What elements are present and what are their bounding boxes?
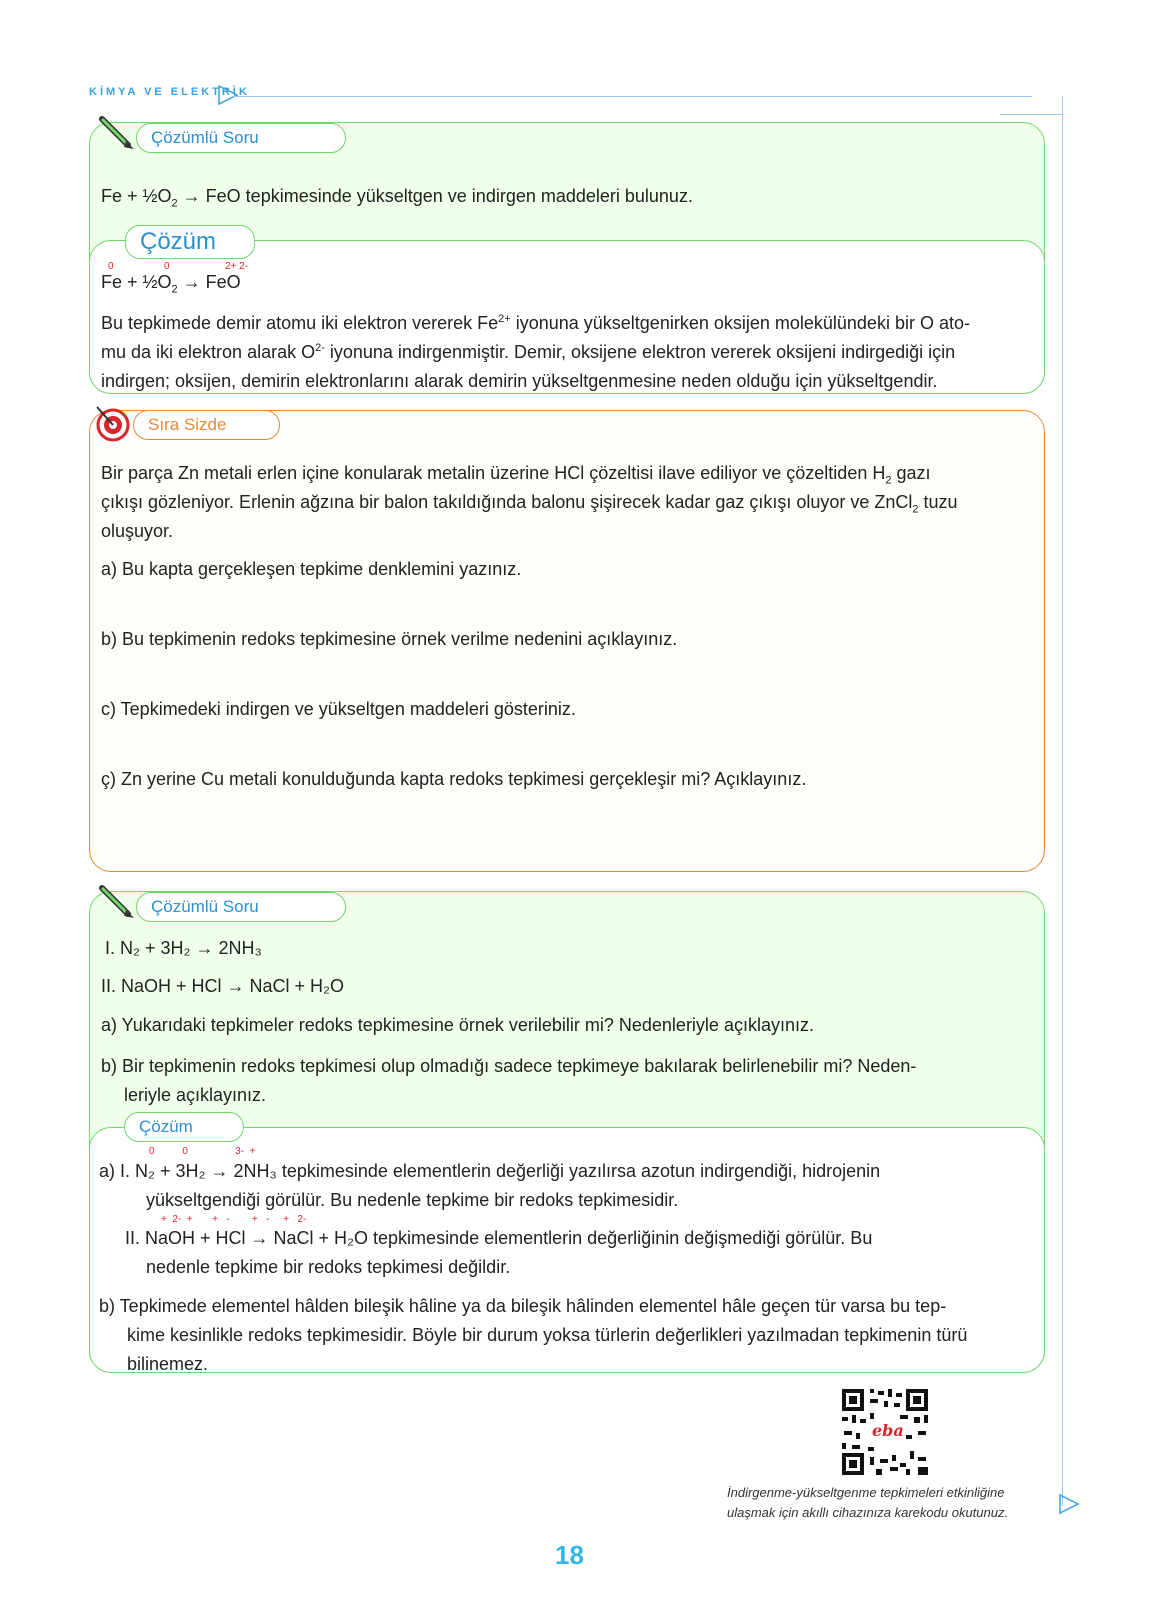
chapter-title: KİMYA VE ELEKTRİK (89, 86, 250, 98)
solution-c-line3: bilinemez. (127, 1354, 209, 1374)
text-line: oluşuyor. (101, 521, 174, 541)
solved-question-label: Çözümlü Soru (136, 123, 346, 153)
text-line: indirgen; oksijen, demirin elektronlarını alarak demirin yükseltgenmesine neden olduğu için yükseltgendir. (101, 371, 938, 391)
question-part: → FeO tepkimesinde yükseltgen ve indirgen maddeleri bulunuz. (177, 186, 693, 206)
text-part: gazı (891, 463, 931, 483)
text-line (101, 338, 1037, 367)
equation-part: Fe + ½O (101, 272, 172, 292)
subscript: 2 (912, 503, 919, 516)
question-a: a) Yukarıdaki tepkimeler redoks tepkimesine örnek verilebilir mi? Nedenleriyle açıklayınız. (101, 1015, 814, 1035)
question-a: a) Bu kapta gerçekleşen tepkime denklemini yazınız. (101, 559, 522, 579)
text-part: iyonuna yükseltgenirken oksijen molekülündeki bir O ato- (510, 313, 970, 333)
subscript: 2 (885, 474, 892, 487)
solution-label: Çözüm (125, 225, 255, 259)
solution-b-line1: II. NaOH + HCl → NaCl + H₂O tepkimesinde elementlerin değerliğinin değişmediği görülür. Bu (125, 1228, 873, 1248)
text-part: Bir parça Zn metali erlen içine konularak metalin üzerine HCl çözeltisi ilave ediliyor ve çözeltiden H (101, 463, 886, 483)
question-text (101, 182, 693, 211)
eba-logo: eba (872, 1421, 904, 1440)
oxidation-number: 0 (108, 261, 114, 272)
text-line (101, 488, 1037, 517)
solution-label: Çözüm (124, 1112, 244, 1142)
your-turn-label: Sıra Sizde (133, 410, 280, 440)
question-b-line1: b) Bir tepkimenin redoks tepkimesi olup olmadığı sadece tepkimeye bakılarak belirlenebilir mi? Neden- (101, 1056, 917, 1076)
pencil-icon (98, 115, 138, 151)
solution-c-line2: kime kesinlikle redoks tepkimesidir. Böyle bir durum yoksa türlerin değerlikleri yazılmadan tepkimenin türü (127, 1325, 968, 1345)
corner-decoration (1000, 96, 1063, 115)
subscript: 2 (171, 283, 178, 296)
header-rule (232, 96, 1032, 97)
solution-a-line2: yükseltgendiği görülür. Bu nedenle tepkime bir redoks tepkimesidir. (146, 1190, 679, 1210)
solution-paragraph (101, 309, 1037, 396)
superscript: 2+ (498, 313, 511, 325)
question-b-line2: leriyle açıklayınız. (124, 1085, 267, 1105)
text-part: tuzu (918, 492, 958, 512)
caption-line: ulaşmak için akıllı cihazınıza karekodu okutunuz. (727, 1505, 1009, 1520)
reaction-2: II. NaOH + HCl → NaCl + H₂O (101, 976, 345, 996)
oxidation-numbers: + 2- + + - + - + 2- (161, 1214, 307, 1225)
text-line (101, 309, 1037, 338)
arrow-right-icon (1058, 1493, 1080, 1515)
text-part: iyonuna indirgenmiştir. Demir, oksijene elektron vererek oksijeni indirgediği için (324, 342, 956, 362)
caption-line: İndirgenme-yükseltgenme tepkimeleri etkinliğine (727, 1485, 1005, 1500)
equation-part: → FeO (177, 272, 241, 292)
question-part: Fe + ½O (101, 186, 172, 206)
page-number: 18 (555, 1540, 584, 1570)
text-line (101, 459, 1037, 488)
solved-question-label: Çözümlü Soru (136, 892, 346, 922)
solution-b-line2: nedenle tepkime bir redoks tepkimesi değildir. (146, 1257, 511, 1277)
oxidation-number: 0 (164, 261, 170, 272)
subscript: 2 (171, 197, 178, 210)
oxidation-number: 2+ 2- (225, 261, 249, 272)
text-part: mu da iki elektron alarak O (101, 342, 316, 362)
side-rule (1062, 96, 1063, 1506)
equation (101, 268, 241, 297)
oxidation-numbers: 0 0 3- + (149, 1146, 256, 1157)
question-d: ç) Zn yerine Cu metali konulduğunda kapta redoks tepkimesi gerçekleşir mi? Açıklayınız. (101, 769, 807, 789)
text-part: çıkışı gözleniyor. Erlenin ağzına bir balon takıldığında balonu şişirecek kadar gaz çıkışı oluyor ve ZnCl (101, 492, 913, 512)
solution-a-line1: a) I. N₂ + 3H₂ → 2NH₃ tepkimesinde elementlerin değerliği yazılırsa azotun indirgendiği, hidrojenin (99, 1161, 881, 1181)
question-b: b) Bu tepkimenin redoks tepkimesine örnek verilme nedenini açıklayınız. (101, 629, 678, 649)
reaction-1: I. N₂ + 3H₂ → 2NH₃ (105, 938, 262, 958)
arrow-right-icon (217, 84, 239, 106)
question-c: c) Tepkimedeki indirgen ve yükseltgen maddeleri gösteriniz. (101, 699, 576, 719)
qr-caption (727, 1483, 1008, 1523)
solution-c-line1: b) Tepkimede elementel hâlden bileşik hâline ya da bileşik hâlinden elementel hâle geçen tür varsa bu tep- (99, 1296, 947, 1316)
superscript: 2- (315, 342, 325, 354)
text-part: Bu tepkimede demir atomu iki elektron vererek Fe (101, 313, 499, 333)
your-turn-intro (101, 459, 1037, 546)
pencil-icon (98, 884, 138, 920)
target-icon (93, 403, 133, 443)
